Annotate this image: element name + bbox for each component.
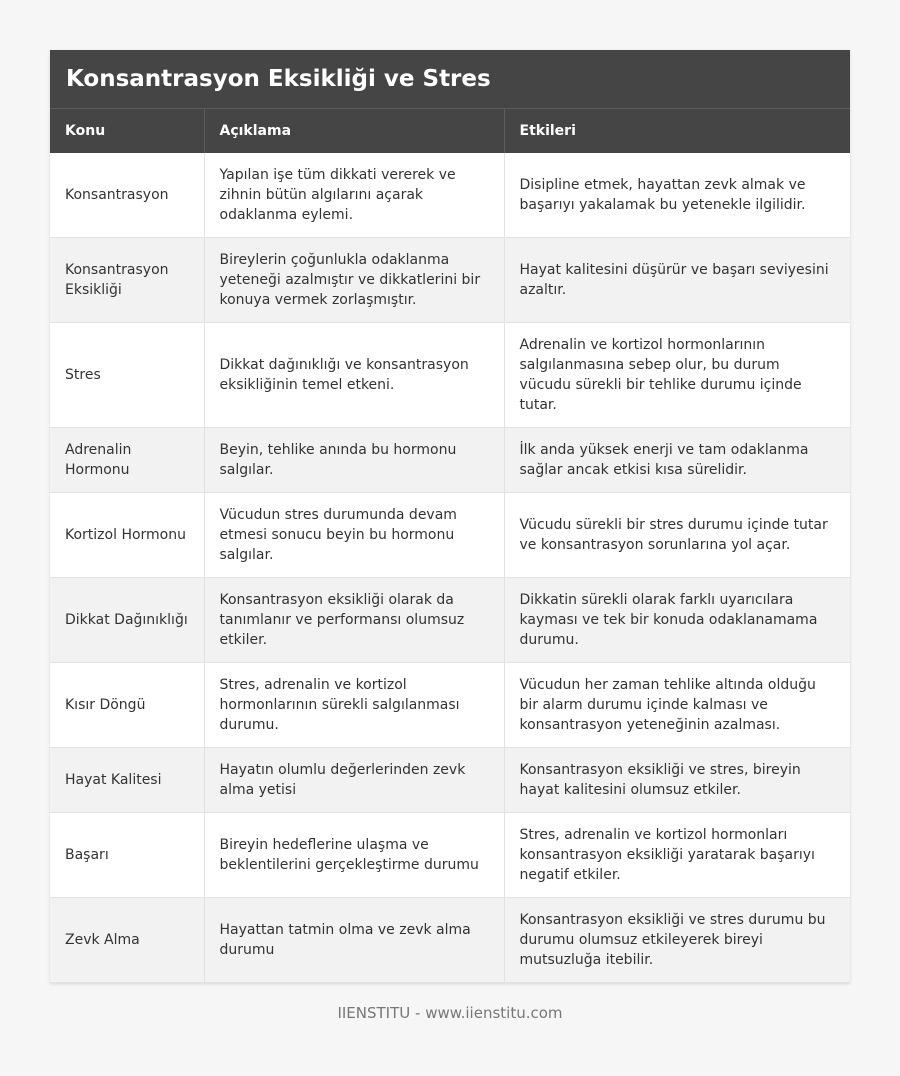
table-row — [50, 428, 850, 493]
cell-etkileri: Adrenalin ve kortizol hormonlarının salgılanmasına sebep olur, bu durum vücudu sürekli bir tehlike durumu içinde tutar. — [504, 323, 850, 428]
table-row — [50, 493, 850, 578]
cell-konu: Zevk Alma — [50, 898, 204, 983]
cell-aciklama: Stres, adrenalin ve kortizol hormonlarının sürekli salgılanması durumu. — [204, 663, 504, 748]
cell-konu: Kortizol Hormonu — [50, 493, 204, 578]
table-row — [50, 323, 850, 428]
table-header-row — [50, 109, 850, 153]
cell-aciklama: Vücudun stres durumunda devam etmesi sonucu beyin bu hormonu salgılar. — [204, 493, 504, 578]
cell-aciklama: Bireyin hedeflerine ulaşma ve beklentilerini gerçekleştirme durumu — [204, 813, 504, 898]
table-row — [50, 813, 850, 898]
cell-konu: Başarı — [50, 813, 204, 898]
cell-konu: Konsantrasyon — [50, 153, 204, 238]
cell-etkileri: Hayat kalitesini düşürür ve başarı seviyesini azaltır. — [504, 238, 850, 323]
cell-aciklama: Beyin, tehlike anında bu hormonu salgılar. — [204, 428, 504, 493]
cell-etkileri: Vücudun her zaman tehlike altında olduğu bir alarm durumu içinde kalması ve konsantrasyon yeteneğinin azalması. — [504, 663, 850, 748]
cell-etkileri: Disipline etmek, hayattan zevk almak ve başarıyı yakalamak bu yetenekle ilgilidir. — [504, 153, 850, 238]
cell-aciklama: Dikkat dağınıklığı ve konsantrasyon eksikliğinin temel etkeni. — [204, 323, 504, 428]
column-header-aciklama: Açıklama — [204, 109, 504, 153]
cell-etkileri: Konsantrasyon eksikliği ve stres durumu bu durumu olumsuz etkileyerek bireyi mutsuzluğa itebilir. — [504, 898, 850, 983]
table-row — [50, 578, 850, 663]
table-row — [50, 898, 850, 983]
cell-etkileri: İlk anda yüksek enerji ve tam odaklanma sağlar ancak etkisi kısa sürelidir. — [504, 428, 850, 493]
cell-konu: Adrenalin Hormonu — [50, 428, 204, 493]
cell-konu: Hayat Kalitesi — [50, 748, 204, 813]
column-header-konu: Konu — [50, 109, 204, 153]
table-row — [50, 748, 850, 813]
info-table — [50, 108, 850, 983]
cell-aciklama: Hayattan tatmin olma ve zevk alma durumu — [204, 898, 504, 983]
cell-konu: Stres — [50, 323, 204, 428]
table-row — [50, 153, 850, 238]
cell-aciklama: Yapılan işe tüm dikkati vererek ve zihnin bütün algılarını açarak odaklanma eylemi. — [204, 153, 504, 238]
cell-aciklama: Konsantrasyon eksikliği olarak da tanımlanır ve performansı olumsuz etkiler. — [204, 578, 504, 663]
column-header-etkileri: Etkileri — [504, 109, 850, 153]
cell-aciklama: Hayatın olumlu değerlerinden zevk alma yetisi — [204, 748, 504, 813]
cell-konu: Kısır Döngü — [50, 663, 204, 748]
table-card — [50, 50, 850, 983]
cell-etkileri: Stres, adrenalin ve kortizol hormonları konsantrasyon eksikliği yaratarak başarıyı negatif etkiler. — [504, 813, 850, 898]
cell-konu: Konsantrasyon Eksikliği — [50, 238, 204, 323]
cell-etkileri: Dikkatin sürekli olarak farklı uyarıcılara kayması ve tek bir konuda odaklanamama durumu. — [504, 578, 850, 663]
table-row — [50, 238, 850, 323]
cell-konu: Dikkat Dağınıklığı — [50, 578, 204, 663]
table-row — [50, 663, 850, 748]
footer-credit: IIENSTITU - www.iienstitu.com — [337, 1004, 563, 1022]
cell-etkileri: Konsantrasyon eksikliği ve stres, bireyin hayat kalitesini olumsuz etkiler. — [504, 748, 850, 813]
cell-etkileri: Vücudu sürekli bir stres durumu içinde tutar ve konsantrasyon sorunlarına yol açar. — [504, 493, 850, 578]
cell-aciklama: Bireylerin çoğunlukla odaklanma yeteneği azalmıştır ve dikkatlerini bir konuya vermek zorlaşmıştır. — [204, 238, 504, 323]
table-title: Konsantrasyon Eksikliği ve Stres — [50, 50, 850, 108]
